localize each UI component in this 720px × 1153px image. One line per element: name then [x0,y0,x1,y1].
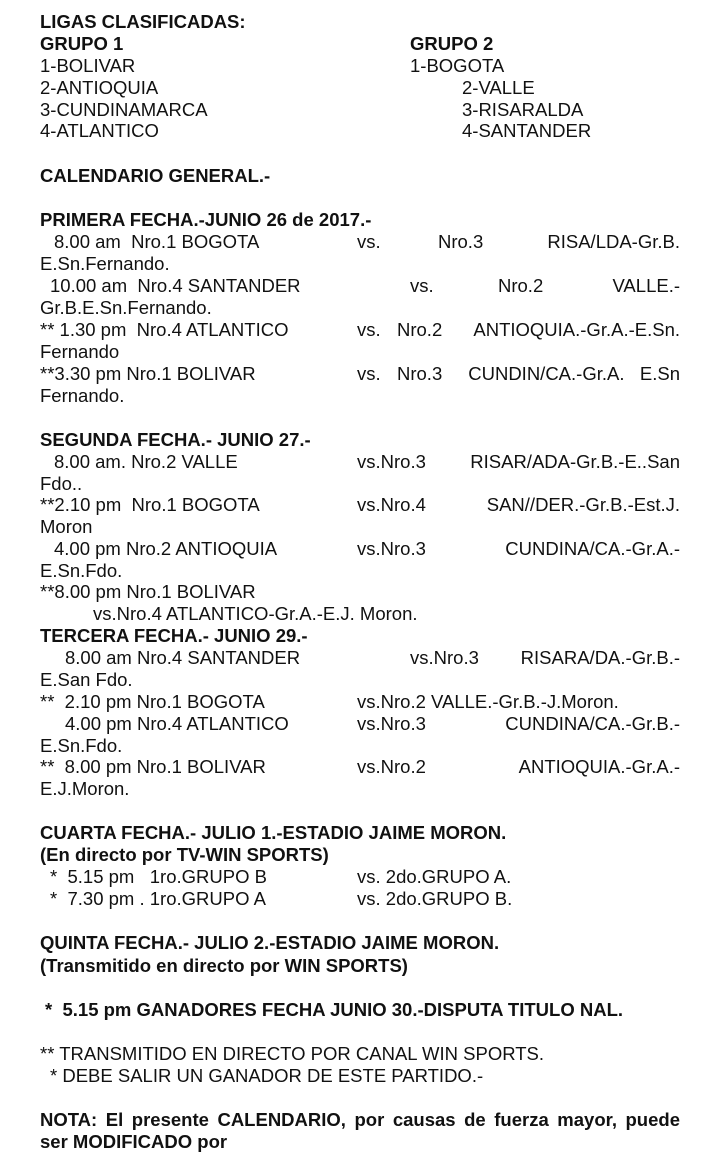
match-vs: vs.Nro.3 [410,647,479,668]
round-title: TERCERA FECHA.- JUNIO 29.- [40,625,308,646]
team: 2-VALLE [462,77,535,98]
match-venue: Fernando. [40,385,125,406]
match-vs: vs.Nro.3 [357,451,426,472]
match-venue: Fernando [40,341,120,362]
match-line [40,538,680,560]
match-venue: E.J.Moron. [40,778,130,799]
team: 4-ATLANTICO [40,120,159,141]
nota-line-2: ser MODIFICADO por [40,1131,228,1152]
match-away: Nro.3 [397,363,443,384]
group-title: GRUPO 2 [410,33,494,54]
calendar-title: CALENDARIO GENERAL.- [40,165,271,186]
match-line [40,713,680,735]
match-line [40,866,680,888]
round-title: PRIMERA FECHA.-JUNIO 26 de 2017.- [40,209,372,230]
team: 1-BOLIVAR [40,55,136,76]
match-home: 4.00 pm Nro.4 ATLANTICO [65,713,289,734]
match-info: CUNDINA/CA.-Gr.A.- [505,538,680,559]
match-home: 8.00 am Nro.1 BOGOTA [54,231,260,252]
match-home: * 5.15 pm 1ro.GRUPO B [50,866,267,887]
match-info: RISARA/DA.-Gr.B.- [520,647,680,668]
match-line [40,363,680,385]
match-home: 8.00 am. Nro.2 VALLE [54,451,238,472]
team: 3-RISARALDA [462,99,584,120]
group-title: GRUPO 1 [40,33,124,54]
match-line [40,319,680,341]
match-info: CUNDINA/CA.-Gr.B.- [505,713,680,734]
match-vs: vs. [357,231,381,252]
round-title: QUINTA FECHA.- JULIO 2.-ESTADIO JAIME MORON. [40,932,500,953]
match-home: 8.00 am Nro.4 SANTANDER [65,647,301,668]
round-title: CUARTA FECHA.- JULIO 1.-ESTADIO JAIME MORON. [40,822,507,843]
match-venue: E.Sn.Fdo. [40,735,123,756]
match-away: vs. 2do.GRUPO A. [357,866,512,887]
match-home: * 7.30 pm . 1ro.GRUPO A [50,888,266,909]
match-line [40,231,680,253]
team: 4-SANTANDER [462,120,592,141]
match-home: 4.00 pm Nro.2 ANTIOQUIA [54,538,278,559]
match-home: ** 1.30 pm Nro.4 ATLANTICO [40,319,289,340]
match-line [40,494,680,516]
match-venue: Gr.B.E.Sn.Fernando. [40,297,212,318]
match-venue: E.Sn.Fdo. [40,560,123,581]
match-info: vs.Nro.2 VALLE.-Gr.B.-J.Moron. [357,691,619,712]
team: 1-BOGOTA [410,55,505,76]
round-subtitle: (En directo por TV-WIN SPORTS) [40,844,329,865]
match-info: CUNDIN/CA.-Gr.A. E.Sn [468,363,680,384]
match-away: Nro.2 [498,275,544,296]
match-home: **8.00 pm Nro.1 BOLIVAR [40,581,256,602]
match-line [40,275,680,297]
match-line [40,691,680,713]
final-match: * 5.15 pm GANADORES FECHA JUNIO 30.-DISPUTA TITULO NAL. [45,999,624,1020]
match-away: Nro.3 [438,231,484,252]
match-venue: E.San Fdo. [40,669,133,690]
match-vs: vs. [410,275,434,296]
match-vs: vs.Nro.2 [357,756,426,777]
match-info: ANTIOQUIA.-Gr.A.-E.Sn. [473,319,680,340]
match-home: 10.00 am Nro.4 SANTANDER [50,275,301,296]
match-home: **3.30 pm Nro.1 BOLIVAR [40,363,256,384]
match-line [40,647,680,669]
team: 3-CUNDINAMARCA [40,99,208,120]
match-info: vs.Nro.4 ATLANTICO-Gr.A.-E.J. Moron. [93,603,418,624]
match-away: Nro.2 [397,319,443,340]
match-vs: vs.Nro.4 [357,494,426,515]
match-home: ** 2.10 pm Nro.1 BOGOTA [40,691,265,712]
team: 2-ANTIOQUIA [40,77,159,98]
note-tv: ** TRANSMITIDO EN DIRECTO POR CANAL WIN SPORTS. [40,1043,545,1064]
nota-line-1: NOTA: El presente CALENDARIO, por causas de fuerza mayor, puede [40,1109,680,1130]
match-vs: vs. [357,319,381,340]
match-venue: Fdo.. [40,473,83,494]
round-title: SEGUNDA FECHA.- JUNIO 27.- [40,429,311,450]
round-subtitle: (Transmitido en directo por WIN SPORTS) [40,955,408,976]
match-line [40,756,680,778]
match-venue: E.Sn.Fernando. [40,253,170,274]
match-info: SAN//DER.-Gr.B.-Est.J. [486,494,680,515]
match-vs: vs.Nro.3 [357,713,426,734]
match-info: RISA/LDA-Gr.B. [547,231,680,252]
match-home: ** 8.00 pm Nro.1 BOLIVAR [40,756,266,777]
match-home: **2.10 pm Nro.1 BOGOTA [40,494,260,515]
match-vs: vs.Nro.3 [357,538,426,559]
match-info: RISAR/ADA-Gr.B.-E..San [470,451,680,472]
match-vs: vs. [357,363,381,384]
note-winner: * DEBE SALIR UN GANADOR DE ESTE PARTIDO.- [50,1065,484,1086]
match-info: VALLE.- [612,275,680,296]
match-away: vs. 2do.GRUPO B. [357,888,513,909]
leagues-heading: LIGAS CLASIFICADAS: [40,11,246,32]
match-line [40,888,680,910]
match-venue: Moron [40,516,93,537]
match-info: ANTIOQUIA.-Gr.A.- [518,756,680,777]
match-line [40,451,680,473]
